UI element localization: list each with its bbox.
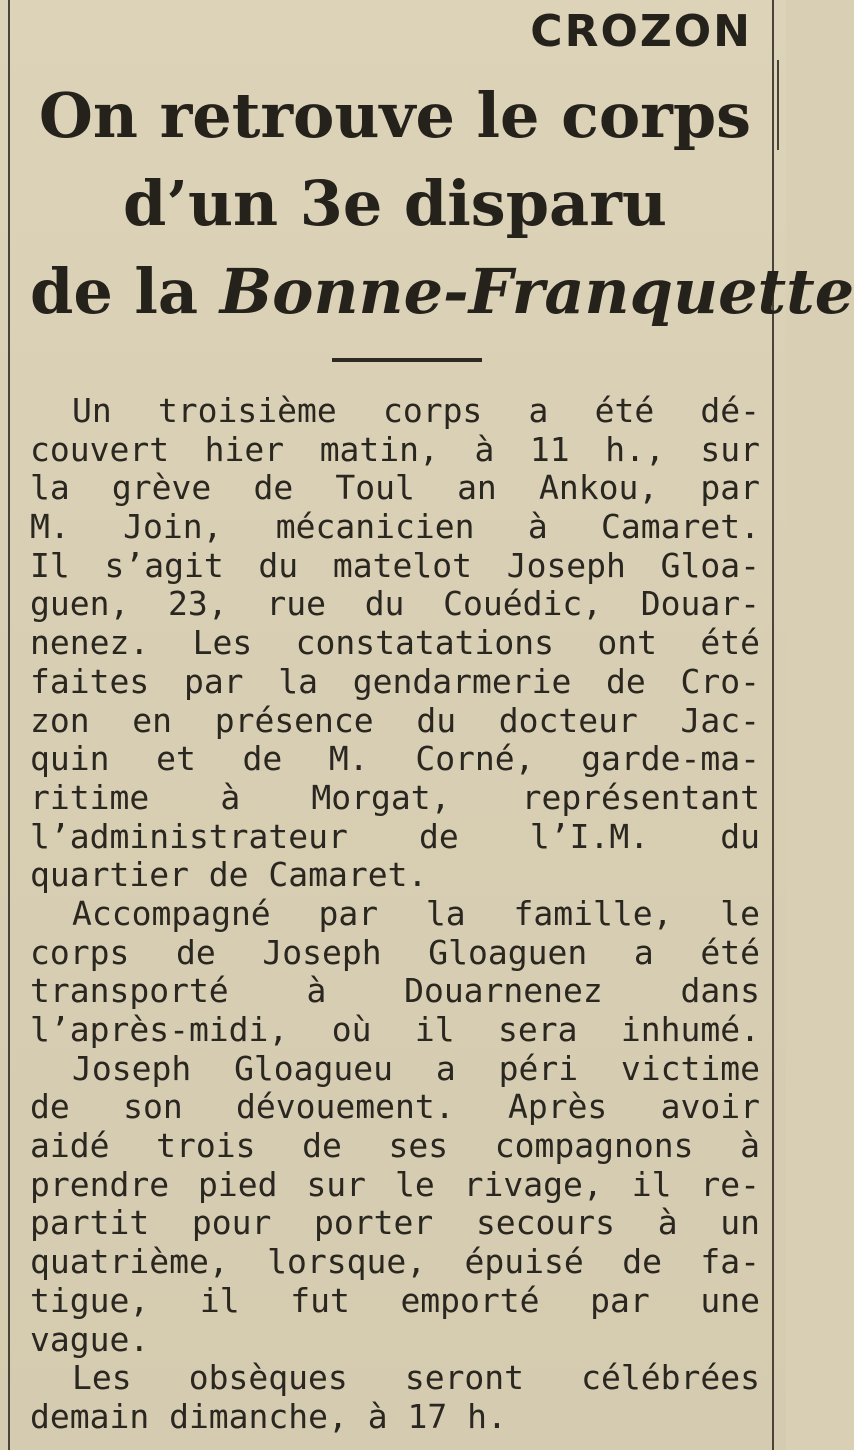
column-rule-right-secondary [777,60,779,150]
body-line: corps de Joseph Gloaguen a été [30,932,760,972]
body-line: quin et de M. Corné, garde-ma- [30,739,760,779]
body-line: quatrième, lorsque, épuisé de fa- [30,1242,760,1282]
body-line: l’après-midi, où il sera inhumé. [30,1010,760,1049]
body-line: demain dimanche, à 17 h. [30,1396,507,1436]
headline-divider [332,358,482,362]
body-line: l’administrateur de l’I.M. du [30,816,760,856]
column-rule-right [772,0,774,1450]
ship-name: Bonne-Franquette [219,255,854,328]
headline-line-3-prefix: de la [30,255,220,328]
article-body [30,392,760,1437]
body-line: Un troisième corps a été dé- [72,391,760,430]
section-label: CROZON [530,6,752,57]
body-line: transporté à Douarnenez dans [30,971,760,1011]
body-line: vague. [30,1319,150,1359]
body-line: de son dévouement. Après avoir [30,1087,760,1127]
headline [30,72,854,336]
headline-line-1: On retrouve le corps [38,79,752,152]
body-line: Accompagné par la famille, le [72,893,760,933]
body-line: Joseph Gloagueu a péri victime [72,1048,760,1088]
body-line: couvert hier matin, à 11 h., sur [30,429,760,469]
column-rule-left [8,0,10,1450]
body-line: ritime à Morgat, représentant [30,777,760,817]
body-line: aidé trois de ses compagnons à [30,1126,760,1166]
body-line: la grève de Toul an Ankou, par [30,468,760,508]
body-line: zon en présence du docteur Jac- [30,700,760,740]
body-line: M. Join, mécanicien à Camaret. [30,507,760,547]
body-line: tigue, il fut emporté par une [30,1280,760,1320]
body-line: quartier de Camaret. [30,855,428,895]
body-line: prendre pied sur le rivage, il re- [30,1164,760,1204]
body-line: faites par la gendarmerie de Cro- [30,661,760,701]
headline-line-2: d’un 3e disparu [123,167,667,240]
headline-line-3 [30,248,854,336]
body-line: Les obsèques seront célébrées [72,1358,760,1398]
body-line: Il s’agit du matelot Joseph Gloa- [30,545,760,585]
body-line: guen, 23, rue du Couédic, Douar- [30,584,760,624]
body-line: partit pour porter secours à un [30,1203,760,1243]
body-line: nenez. Les constatations ont été [30,623,760,663]
